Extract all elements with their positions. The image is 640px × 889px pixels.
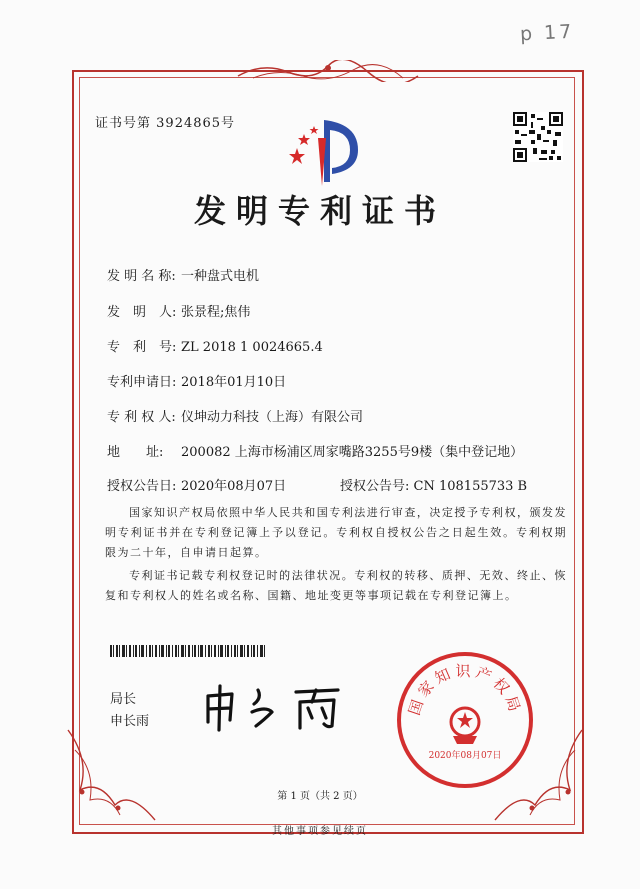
bottom-left-ornament-icon — [60, 720, 180, 830]
field-value: CN 108155733 B — [413, 479, 528, 494]
field-address — [107, 441, 523, 460]
grant-statement: 国家知识产权局依照中华人民共和国专利法进行审查，决定授予专利权，颁发发明专利证书并在专利登记簿上予以登记。专利权自授权公告之日起生效。专利权期限为二十年，自申请日起算。 — [105, 506, 567, 559]
field-label: 授权公告号: — [340, 479, 410, 494]
field-inventor — [107, 301, 250, 320]
field-patentee — [107, 406, 363, 425]
footer-note: 其他事项参见续页 — [272, 826, 368, 837]
legal-status-note: 专利证书记载专利权登记时的法律状况。专利权的转移、质押、无效、终止、恢复和专利权人的姓名或名称、国籍、地址变更等事项记载在专利登记簿上。 — [105, 569, 567, 602]
field-value: 仪坤动力科技（上海）有限公司 — [181, 410, 364, 425]
certificate-number-value: 3924865号 — [156, 116, 236, 131]
signer-title: 局长 — [110, 692, 137, 707]
field-value: 2018年01月10日 — [181, 375, 287, 390]
field-label: 地 址: — [107, 445, 164, 460]
field-label: 发 明 名 称: — [107, 269, 176, 284]
top-ornament-icon — [233, 60, 423, 82]
certificate-number-label: 证书号第 — [95, 116, 152, 131]
official-seal-icon — [395, 650, 535, 790]
field-value: ZL 2018 1 0024665.4 — [181, 340, 323, 355]
field-label: 发 明 人: — [107, 305, 177, 320]
field-grant-date — [107, 475, 286, 494]
field-label: 专利申请日: — [107, 375, 177, 390]
qr-code-icon — [513, 112, 563, 162]
handwritten-signature — [200, 682, 345, 732]
field-application-date — [107, 371, 286, 390]
signer-name: 申长雨 — [110, 714, 150, 729]
page-number: 第 1 页（共 2 页） — [277, 791, 363, 802]
field-value: 200082 上海市杨浦区周家嘴路3255号9楼（集中登记地） — [181, 445, 524, 460]
seal-text: 国家知识产权局 — [405, 662, 525, 718]
field-patent-number — [107, 336, 323, 355]
field-invention-name — [107, 265, 259, 284]
field-announcement-number — [340, 475, 527, 494]
field-value: 张景程;焦伟 — [181, 305, 251, 320]
certificate-number — [95, 112, 235, 131]
field-label: 专 利 权 人: — [107, 410, 176, 425]
field-label: 授权公告日: — [107, 479, 177, 494]
handwritten-mark: p 17 — [519, 20, 575, 46]
field-value: 一种盘式电机 — [181, 269, 260, 284]
cnipa-logo-icon — [282, 108, 372, 188]
field-label: 专 利 号: — [107, 340, 177, 355]
seal-date: 2020年08月07日 — [428, 751, 502, 761]
barcode-icon — [110, 645, 265, 657]
page-title: 发明专利证书 — [193, 192, 446, 230]
field-value: 2020年08月07日 — [181, 479, 287, 494]
